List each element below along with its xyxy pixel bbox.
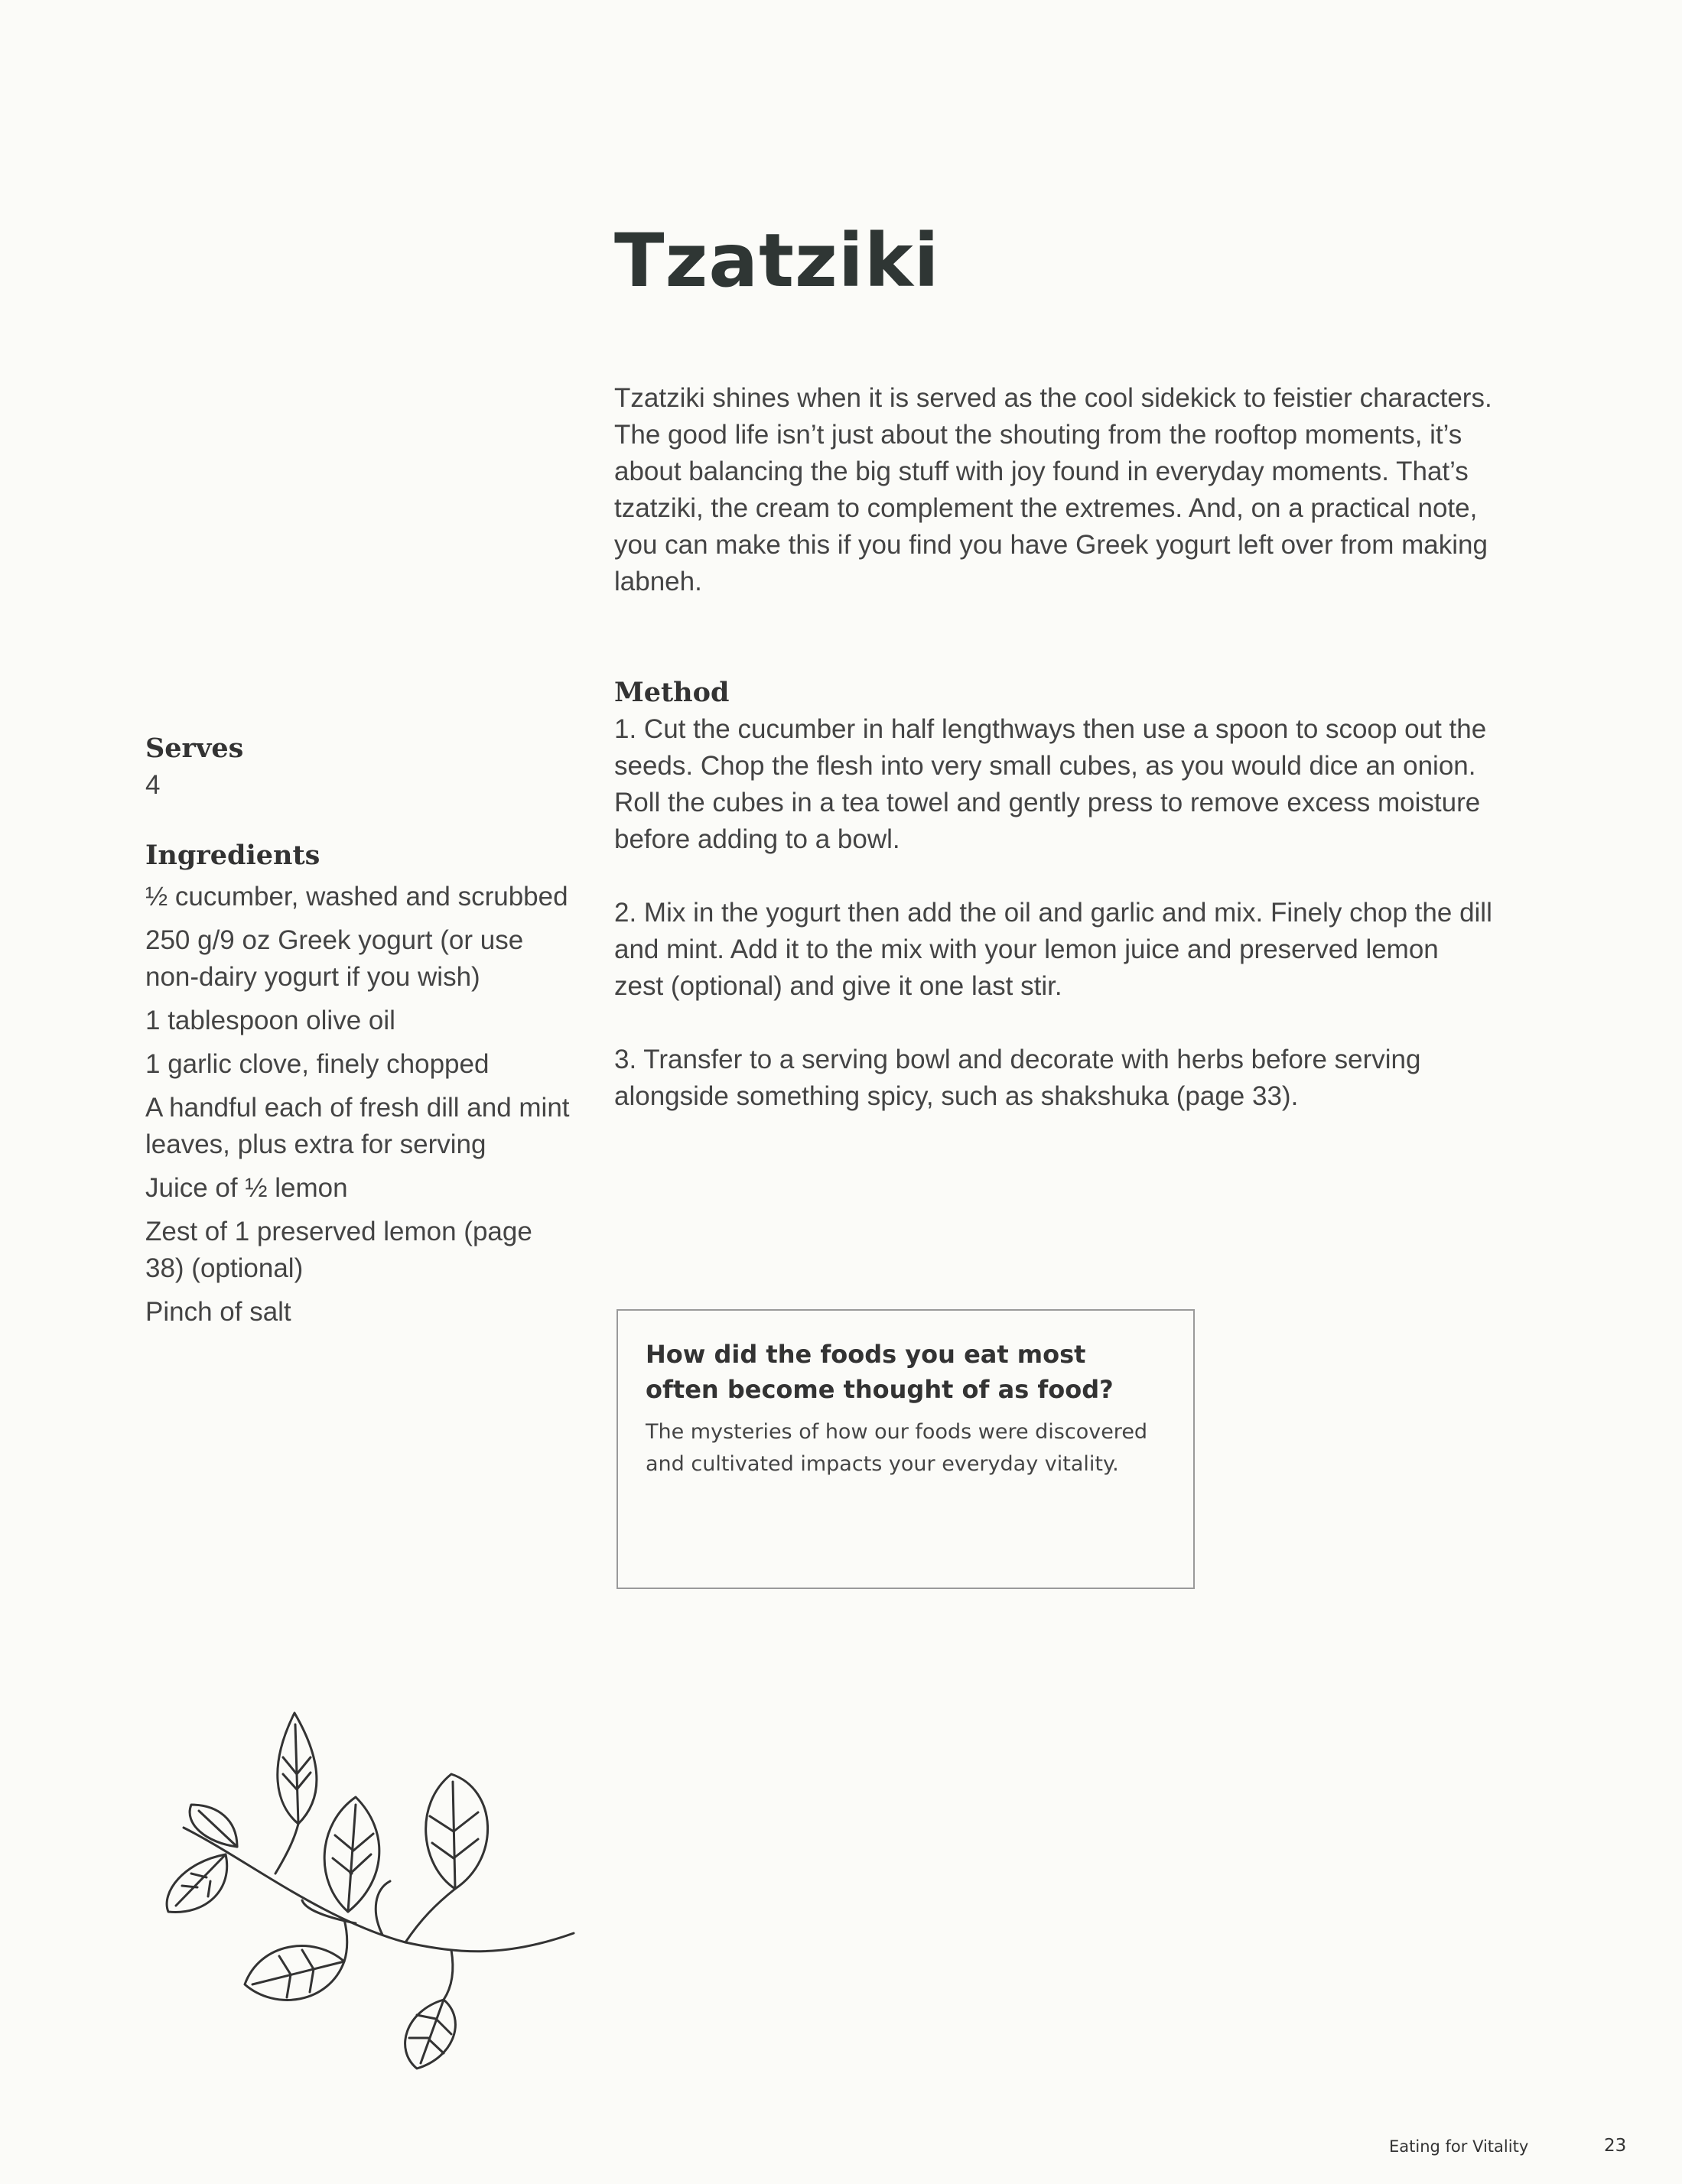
- method-step: 2. Mix in the yogurt then add the oil and garlic and mix. Finely chop the dill and mint. Add it to the mix with your lemon juice and preserved lemon zest (optional) and give it one last stir.: [614, 898, 1492, 1001]
- intro-paragraph: Tzatziki shines when it is served as the cool sidekick to feistier characters. The good life isn’t just about the shouting from the rooftop moments, it’s about balancing the big stuff with joy found in everyday moments. That’s tzatziki, the cream to complement the extremes. And, on a practical note, you can make this if you find you have Greek yogurt left over from making labneh.: [614, 383, 1492, 596]
- ingredient-item: 1 garlic clove, finely chopped: [145, 1049, 490, 1079]
- ingredients-heading: Ingredients: [145, 840, 320, 871]
- ingredient-item: 1 tablespoon olive oil: [145, 1006, 395, 1035]
- page-number: 23: [1604, 2136, 1627, 2156]
- ingredient-item: ½ cucumber, washed and scrubbed: [145, 882, 568, 912]
- method-section: [614, 674, 1494, 1152]
- ingredient-item: Zest of 1 preserved lemon (page 38) (optional): [145, 1217, 532, 1283]
- recipe-sidebar: [145, 730, 574, 1337]
- serves-heading: Serves: [145, 733, 244, 764]
- method-step: 3. Transfer to a serving bowl and decorate with herbs before serving alongside something spicy, such as shakshuka (page 33).: [614, 1045, 1421, 1111]
- ingredient-item: Juice of ½ lemon: [145, 1173, 348, 1203]
- callout-question: How did the foods you eat most often become thought of as food?: [646, 1340, 1114, 1404]
- serves-value: 4: [145, 770, 161, 800]
- ingredient-item: 250 g/9 oz Greek yogurt (or use non-dairy yogurt if you wish): [145, 925, 524, 992]
- method-step: 1. Cut the cucumber in half lengthways then use a spoon to scoop out the seeds. Chop the flesh into very small cubes, as you would dice an onion. Roll the cubes in a tea towel and gently press to remove excess moisture before adding to a bowl.: [614, 714, 1487, 854]
- ingredient-item: A handful each of fresh dill and mint leaves, plus extra for serving: [145, 1093, 570, 1159]
- method-heading: Method: [614, 677, 730, 708]
- page-title: Tzatziki: [614, 218, 940, 304]
- footer-section-title: Eating for Vitality: [1389, 2137, 1529, 2156]
- callout-answer: The mysteries of how our foods were discovered and cultivated impacts your everyday vitality.: [646, 1420, 1148, 1476]
- ingredient-item: Pinch of salt: [145, 1297, 291, 1327]
- ingredients-list: [145, 879, 574, 1331]
- mint-sprig-illustration: [153, 1690, 581, 2072]
- reflection-callout-box: [617, 1309, 1195, 1589]
